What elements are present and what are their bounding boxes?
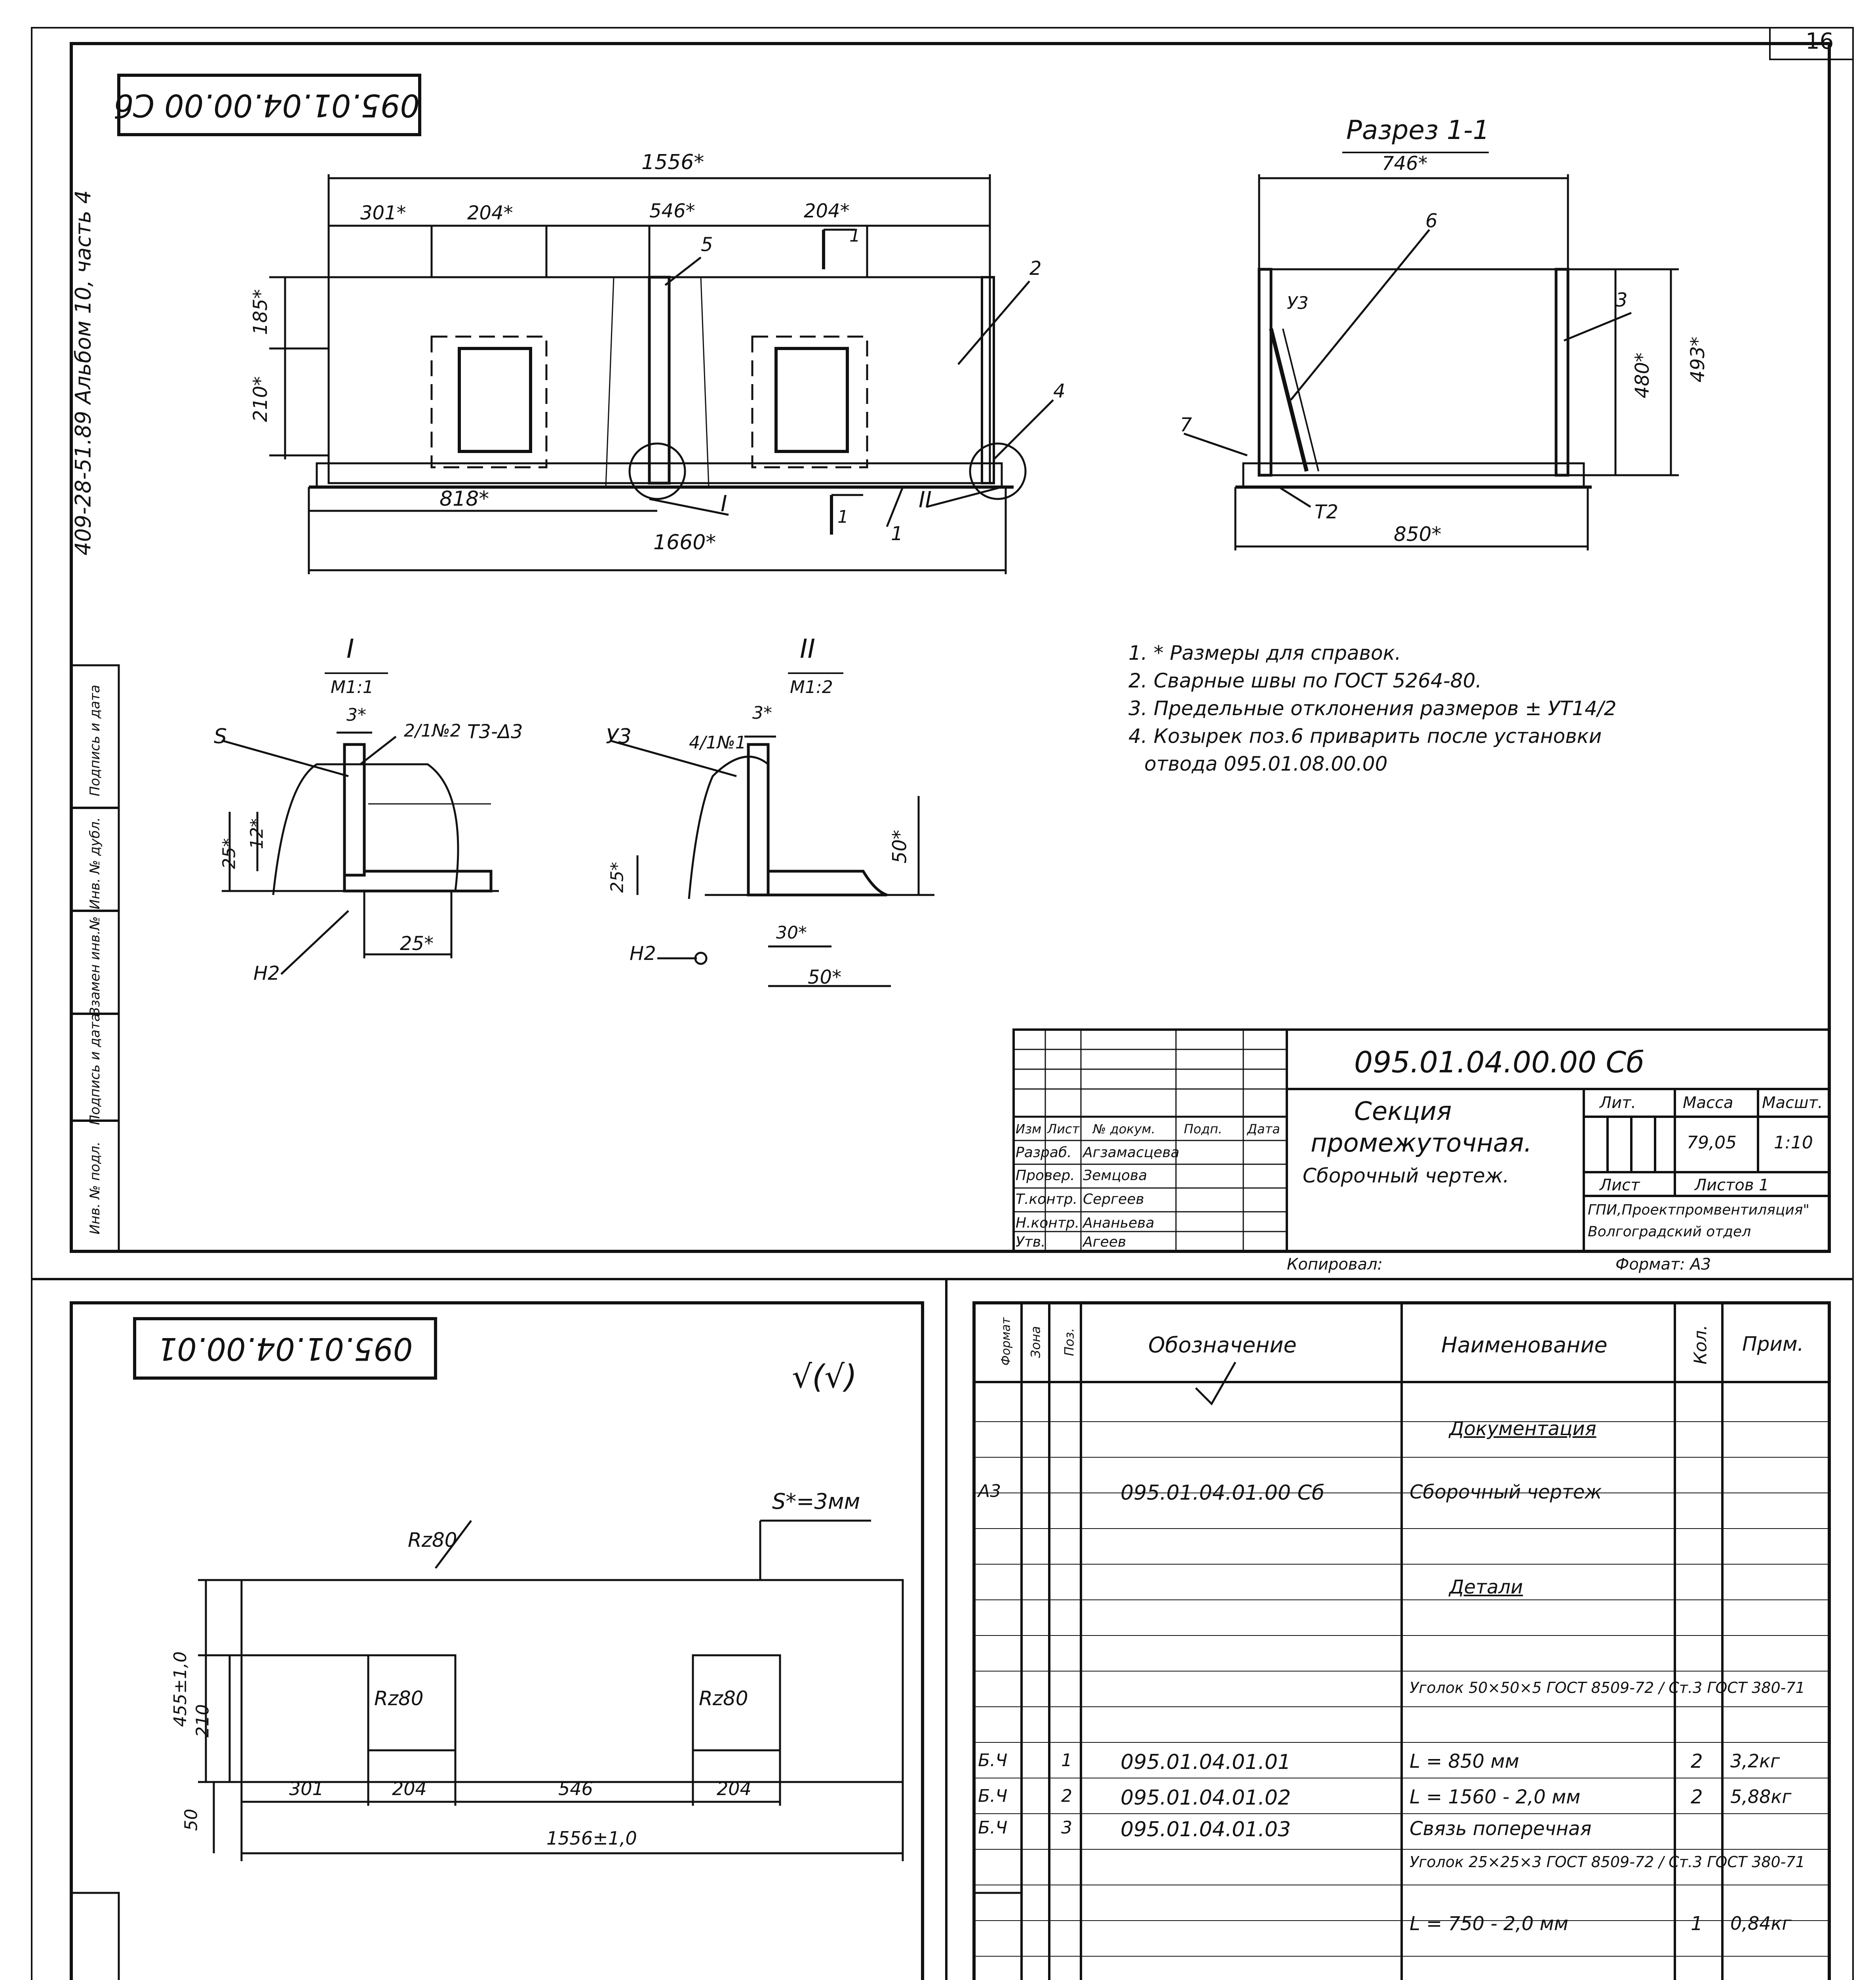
dim-185: 185* [249, 289, 272, 335]
spec-cell-qty: 2 [1691, 1750, 1703, 1772]
detail-I-weld: 2/1№2 [404, 721, 461, 741]
note-4: 4. Козырек поз.6 приварить после установки [1128, 725, 1602, 748]
spec-cell-code: 095.01.04.01.03 [1121, 1818, 1291, 1841]
tb-top-scale: 1:10 [1774, 1133, 1813, 1153]
tb-top-role-2: Т.контр. [1016, 1191, 1078, 1207]
bl-dim-204a: 204 [392, 1778, 427, 1799]
dim-818: 818* [440, 487, 489, 511]
tb-top-name-1: Земцова [1083, 1167, 1147, 1184]
tb-top-name-5: Агеев [1083, 1234, 1126, 1250]
note-1: 1. * Размеры для справок. [1128, 642, 1401, 664]
tb-top-name1: Секция [1354, 1097, 1452, 1126]
dim-1556: 1556* [641, 150, 704, 174]
spec-cell-pos: 2 [1061, 1786, 1072, 1806]
section-title: Разрез 1-1 [1346, 115, 1490, 145]
bl-dim-455: 455±1,0 [170, 1651, 190, 1727]
tb-top-sheet: Лист [1600, 1176, 1640, 1194]
strip-label-sign2: Подпись и дата [87, 685, 103, 796]
dim-746: 746* [1382, 152, 1428, 175]
sheet-number: 16 [1806, 29, 1834, 54]
tb-top-role-5: Утв. [1016, 1234, 1046, 1250]
note-2: 2. Сварные швы по ГОСТ 5264-80. [1128, 669, 1482, 692]
callout-u3: У3 [1287, 293, 1309, 313]
tb-top-code: 095.01.04.00.00 Сб [1354, 1045, 1644, 1079]
bl-roughness-sign: √(√) [792, 1358, 857, 1395]
note-4b: отвода 095.01.08.00.00 [1144, 752, 1388, 775]
spec-cell-name: Сборочный чертеж [1410, 1481, 1602, 1503]
detail-II-25: 25* [607, 862, 628, 893]
spec-h-note: Прим. [1742, 1333, 1804, 1356]
spec-cell-name: Уголок 50×50×5 ГОСТ 8509-72 / Ст.3 ГОСТ 380-71 [1410, 1679, 1805, 1696]
spec-h-format: Формат [999, 1317, 1013, 1366]
detail-II-title: II [800, 634, 815, 664]
tb-top-name2: промежуточная. [1311, 1129, 1532, 1158]
bl-dim-50: 50 [181, 1809, 202, 1831]
detail-I-title: I [346, 634, 354, 664]
note-3: 3. Предельные отклонения размеров ± УТ14/2 [1128, 697, 1617, 720]
callout-cut-1a: 1 [849, 226, 860, 246]
detail-II-scale: М1:2 [790, 677, 833, 697]
spec-cell-code: 095.01.04.01.00 Сб [1121, 1481, 1324, 1505]
dim-1660: 1660* [653, 531, 716, 554]
dim-850: 850* [1394, 523, 1442, 546]
album-label: 409-28-51.89 Альбом 10, часть 4 [70, 190, 96, 556]
spec-cell-name: Уголок 25×25×3 ГОСТ 8509-72 / Ст.3 ГОСТ 380-71 [1410, 1853, 1805, 1871]
tb-top-scale-h: Масшт. [1762, 1094, 1823, 1112]
dim-204b: 204* [804, 200, 850, 222]
callout-4: 4 [1053, 380, 1065, 402]
detail-II-3: 3* [752, 703, 772, 723]
detail-I-25h: 25* [400, 933, 434, 955]
bl-rz-top: Rz80 [408, 1529, 457, 1552]
spec-cell-name: L = 850 мм [1410, 1750, 1519, 1772]
tb-top-mass: 79,05 [1687, 1133, 1737, 1153]
detail-I-25v: 25* [219, 838, 240, 869]
spec-cell-name: Детали [1449, 1576, 1523, 1598]
spec-cell-qty: 1 [1691, 1913, 1703, 1935]
strip-label-podl: Инв. № подл. [87, 1141, 103, 1235]
spec-h-qty: Кол. [1690, 1325, 1711, 1365]
callout-t2: Т2 [1315, 501, 1338, 523]
detail-II-u3: У3 [606, 725, 632, 748]
tb-top-name-2: Сергеев [1083, 1191, 1144, 1207]
callout-II: II [919, 487, 932, 513]
spec-cell-name: L = 1560 - 2,0 мм [1410, 1786, 1581, 1808]
dim-210: 210* [249, 376, 272, 422]
detail-II-50h: 50* [808, 966, 842, 988]
callout-7: 7 [1180, 414, 1192, 436]
callout-6: 6 [1425, 210, 1438, 232]
tb-top-sheets: Листов 1 [1695, 1176, 1769, 1194]
detail-I-h2: Н2 [253, 962, 280, 984]
tb-top-h-izm: Изм [1016, 1121, 1042, 1137]
tb-top-h-sign: Подп. [1184, 1121, 1222, 1137]
spec-cell-note: 0,84кг [1730, 1913, 1792, 1934]
spec-h-name: Наименование [1441, 1333, 1608, 1357]
bl-dim-301: 301 [289, 1778, 324, 1799]
dim-493: 493* [1686, 337, 1709, 383]
callout-1-front: 1 [891, 523, 903, 545]
spec-h-pos: Поз. [1062, 1328, 1077, 1356]
detail-II-30: 30* [776, 923, 807, 943]
spec-cell-name: L = 750 - 2,0 мм [1410, 1913, 1568, 1935]
callout-5: 5 [701, 234, 713, 256]
callout-2: 2 [1029, 257, 1042, 280]
spec-cell-pos: 3 [1061, 1818, 1072, 1838]
bl-dim-546: 546 [558, 1778, 593, 1799]
detail-I-scale: М1:1 [331, 677, 374, 697]
detail-I-weld-code: Т3-Δ3 [467, 721, 523, 743]
detail-II-50v: 50* [889, 830, 911, 864]
dim-204a: 204* [467, 202, 513, 224]
spec-h-code: Обозначение [1148, 1333, 1297, 1357]
top-corner-code: 095.01.04.00.00 Сб [114, 87, 420, 123]
detail-I-12: 12* [247, 818, 267, 849]
bl-rz-left: Rz80 [374, 1687, 424, 1710]
tb-top-mass-h: Масса [1683, 1094, 1733, 1112]
callout-cut-1b: 1 [837, 507, 849, 527]
spec-cell-code: 095.01.04.01.02 [1121, 1786, 1291, 1810]
strip-label-dubl: Инв. № дубл. [87, 817, 103, 910]
tb-top-role-4: Н.контр. [1016, 1215, 1080, 1231]
tb-top-name-4: Ананьева [1083, 1215, 1155, 1231]
detail-I-3: 3* [346, 705, 366, 725]
strip-label-vzamen: Взамен инв.№ [87, 916, 103, 1017]
tb-top-name-0: Агзамасцева [1083, 1144, 1180, 1161]
spec-cell-fmt: Б.Ч [978, 1818, 1008, 1838]
spec-cell-fmt: Б.Ч [978, 1750, 1008, 1771]
detail-I-s: S [214, 725, 227, 748]
bl-thickness: S*=3мм [772, 1489, 860, 1514]
spec-cell-note: 3,2кг [1730, 1750, 1780, 1772]
strip-label-sign1: Подпись и дата [87, 1013, 103, 1125]
callout-I: I [721, 491, 727, 517]
tb-top-org1: ГПИ,Проектпромвентиляция" [1588, 1202, 1809, 1218]
spec-cell-code: 095.01.04.01.01 [1121, 1750, 1291, 1774]
tb-top-lit: Лит. [1600, 1094, 1636, 1112]
bl-corner-code: 095.01.04.00.01 [157, 1331, 413, 1366]
tb-top-org2: Волгоградский отдел [1588, 1224, 1751, 1240]
spec-cell-fmt: А3 [978, 1481, 1001, 1501]
bl-dim-210: 210 [192, 1704, 213, 1738]
spec-h-zone: Зона [1028, 1326, 1043, 1358]
spec-cell-pos: 1 [1061, 1750, 1072, 1771]
spec-cell-fmt: Б.Ч [978, 1786, 1008, 1806]
detail-II-h2: Н2 [630, 942, 656, 965]
detail-II-weld: 4/1№1 [689, 733, 746, 753]
tb-top-h-date: Дата [1247, 1121, 1280, 1137]
spec-cell-name: Связь поперечная [1410, 1818, 1592, 1840]
dim-546: 546* [649, 200, 695, 222]
tb-top-h-list: Лист [1047, 1121, 1080, 1137]
top-copied: Копировал: [1287, 1255, 1383, 1274]
bl-dim-1556: 1556±1,0 [546, 1828, 637, 1849]
top-format: Формат: А3 [1615, 1255, 1711, 1274]
dim-301: 301* [360, 202, 406, 224]
tb-top-name3: Сборочный чертеж. [1303, 1164, 1509, 1187]
bl-dim-204b: 204 [717, 1778, 752, 1799]
spec-cell-note: 5,88кг [1730, 1786, 1792, 1807]
spec-cell-qty: 2 [1691, 1786, 1703, 1808]
tb-top-role-0: Разраб. [1016, 1144, 1072, 1161]
tb-top-h-doc: № докум. [1093, 1121, 1155, 1137]
tb-top-role-1: Провер. [1016, 1167, 1075, 1184]
spec-cell-name: Документация [1449, 1418, 1596, 1440]
dim-480: 480* [1631, 352, 1653, 398]
bl-rz-right: Rz80 [699, 1687, 748, 1710]
callout-3: 3 [1615, 289, 1628, 311]
